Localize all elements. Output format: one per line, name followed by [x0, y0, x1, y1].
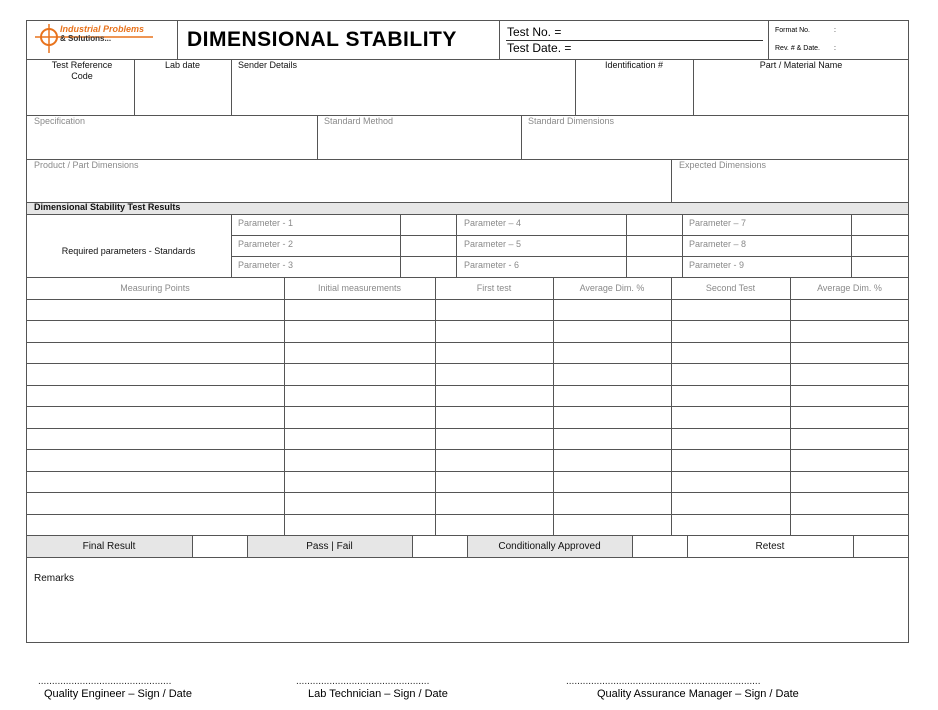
column-header: Measuring Points — [120, 283, 190, 293]
signature-line: ................................................ — [38, 676, 172, 687]
parameter-label: Parameter – 7 — [689, 218, 747, 228]
test-no-label: Test No. = — [507, 25, 562, 39]
divider — [192, 535, 193, 557]
parameter-label: Parameter - 1 — [238, 218, 294, 228]
lab-technician-signature-label: Lab Technician – Sign / Date — [308, 688, 448, 700]
format-no-label: Format No. — [775, 27, 811, 34]
product-dims-label: Product / Part Dimensions — [34, 160, 139, 170]
table-row — [26, 428, 909, 429]
test-ref-label: Test Reference Code — [51, 60, 113, 81]
divider — [626, 214, 627, 277]
parameter-label: Parameter – 4 — [464, 218, 522, 228]
table-row — [26, 342, 909, 343]
table-row — [26, 471, 909, 472]
divider — [682, 214, 683, 277]
results-section-title: Dimensional Stability Test Results — [34, 202, 181, 212]
divider — [671, 159, 672, 202]
logo-tagline: & Solutions... — [60, 34, 112, 43]
parameter-label: Parameter - 3 — [238, 260, 294, 270]
parameter-label: Parameter - 9 — [689, 260, 745, 270]
column-header: Average Dim. % — [579, 283, 645, 293]
divider — [851, 214, 852, 277]
table-row — [26, 299, 909, 300]
divider — [26, 557, 909, 558]
divider — [521, 115, 522, 159]
remarks-label: Remarks — [34, 573, 75, 584]
logo-text: Industrial Problems — [60, 24, 145, 34]
qa-manager-signature-label: Quality Assurance Manager – Sign / Date — [597, 688, 799, 700]
signature-line: ................................................ — [296, 676, 430, 687]
parameter-label: Parameter – 8 — [689, 239, 747, 249]
divider — [231, 256, 909, 257]
divider — [231, 59, 232, 115]
divider — [26, 115, 909, 116]
table-row — [26, 492, 909, 493]
table-row — [26, 449, 909, 450]
rev-date-label: Rev. # & Date. — [775, 45, 821, 52]
lab-date-label: Lab date — [164, 60, 201, 70]
column-header: Average Dim. % — [817, 283, 882, 293]
divider — [26, 277, 909, 278]
part-name-label: Part / Material Name — [759, 60, 843, 70]
divider — [499, 20, 500, 59]
table-row — [26, 320, 909, 321]
divider — [317, 115, 318, 159]
parameter-label: Parameter – 5 — [464, 239, 522, 249]
final-result-label: Final Result — [82, 541, 136, 552]
conditionally-approved-label: Conditionally Approved — [498, 541, 601, 552]
required-params-label: Required parameters - Standards — [61, 246, 196, 256]
parameter-label: Parameter - 2 — [238, 239, 294, 249]
identification-label: Identification # — [604, 60, 664, 70]
divider — [632, 535, 633, 557]
quality-engineer-signature-label: Quality Engineer – Sign / Date — [44, 688, 192, 700]
parameter-label: Parameter - 6 — [464, 260, 520, 270]
table-row — [26, 514, 909, 515]
standard-dimensions-label: Standard Dimensions — [528, 116, 615, 126]
expected-dims-label: Expected Dimensions — [679, 160, 767, 170]
format-no-colon: : — [834, 27, 836, 34]
column-header: Second Test — [705, 283, 756, 293]
divider — [26, 214, 909, 215]
rev-date-colon: : — [834, 45, 836, 52]
divider — [412, 535, 413, 557]
divider — [768, 20, 769, 59]
page-title: DIMENSIONAL STABILITY — [187, 28, 457, 51]
divider — [231, 235, 909, 236]
divider — [456, 214, 457, 277]
table-row — [26, 385, 909, 386]
divider — [231, 214, 232, 277]
pass-fail-label: Pass | Fail — [306, 541, 353, 552]
standard-method-label: Standard Method — [324, 116, 394, 126]
divider — [26, 159, 909, 160]
test-date-label: Test Date. = — [507, 41, 572, 55]
retest-label: Retest — [755, 541, 785, 552]
column-header: First test — [476, 283, 512, 293]
divider — [853, 535, 854, 557]
divider — [400, 214, 401, 277]
column-header: Initial measurements — [317, 283, 402, 293]
table-row — [26, 363, 909, 364]
table-row — [26, 406, 909, 407]
signature-line: ...................................................................... — [566, 676, 761, 687]
sender-details-label: Sender Details — [238, 60, 298, 70]
company-logo — [33, 22, 163, 56]
divider — [177, 20, 178, 59]
specification-label: Specification — [34, 116, 86, 126]
